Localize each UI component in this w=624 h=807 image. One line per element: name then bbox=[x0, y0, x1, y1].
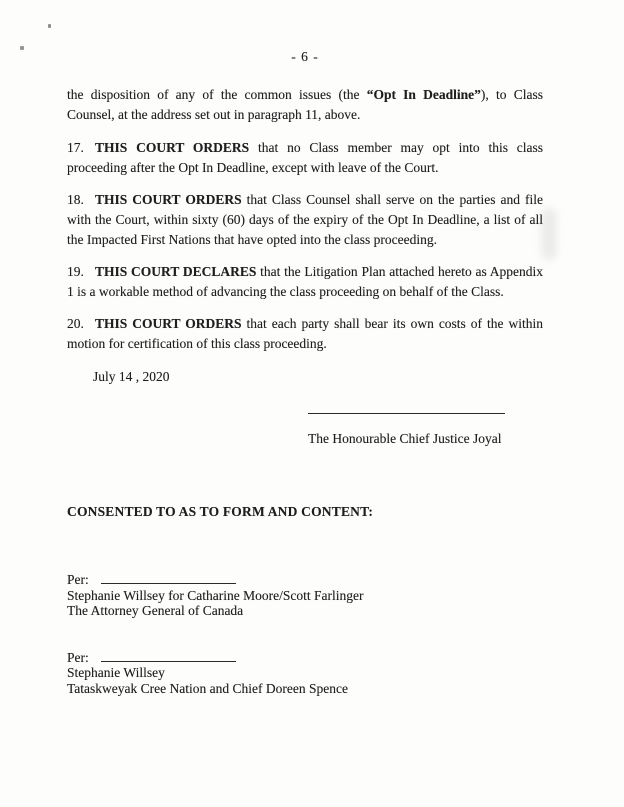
per-line bbox=[67, 572, 543, 588]
order-date: July 14 , 2020 bbox=[93, 369, 170, 384]
order-lead: THIS COURT DECLARES bbox=[95, 264, 257, 279]
paragraph-number: 20. bbox=[67, 316, 84, 331]
judge-name: The Honourable Chief Justice Joyal bbox=[308, 431, 502, 446]
scan-artifact-smudge bbox=[541, 208, 557, 260]
order-lead: THIS COURT ORDERS bbox=[95, 140, 250, 155]
intro-text-post: ), to Class Counsel, at the address set out in paragraph 11, above. bbox=[67, 87, 543, 122]
order-text: that the Litigation Plan attached hereto as Appendix 1 is a workable method of advancing the class proceeding on behalf of the Class. bbox=[67, 264, 543, 299]
signatory-organization: The Attorney General of Canada bbox=[67, 603, 244, 618]
signatory-name: Stephanie Willsey for Catharine Moore/Scott Farlinger bbox=[67, 587, 364, 603]
paragraph-number: 18. bbox=[67, 192, 84, 207]
per-line bbox=[67, 650, 543, 666]
signatory-organization: Tataskweyak Cree Nation and Chief Doreen Spence bbox=[67, 680, 348, 696]
per-label: Per: bbox=[67, 649, 89, 665]
signatory-name: Stephanie Willsey bbox=[67, 665, 165, 680]
paragraph-number: 19. bbox=[67, 264, 84, 279]
order-text: that no Class member may opt into this class proceeding after the Opt In Deadline, except with leave of the Court. bbox=[67, 140, 543, 175]
defined-term-opt-in-deadline: “Opt In Deadline” bbox=[366, 87, 481, 102]
signature-line bbox=[101, 572, 236, 584]
order-paragraph-18 bbox=[67, 190, 543, 250]
order-paragraph-20 bbox=[67, 314, 543, 354]
scan-artifact-speck bbox=[20, 46, 24, 50]
page-number: - 6 - bbox=[291, 49, 319, 64]
signature-line bbox=[101, 650, 236, 662]
document-content bbox=[67, 0, 543, 696]
consent-heading: CONSENTED TO AS TO FORM AND CONTENT: bbox=[67, 504, 374, 519]
order-paragraph-17 bbox=[67, 138, 543, 178]
per-label: Per: bbox=[67, 572, 89, 587]
scan-artifact-speck bbox=[48, 24, 51, 28]
judge-signature-block bbox=[308, 413, 505, 449]
intro-text-pre: the disposition of any of the common issues (the bbox=[67, 87, 367, 102]
order-paragraph-19 bbox=[67, 262, 543, 302]
order-lead: THIS COURT ORDERS bbox=[95, 192, 242, 207]
order-text: that each party shall bear its own costs of the within motion for certification of this class proceeding. bbox=[67, 316, 543, 351]
paragraph-number: 17. bbox=[67, 140, 84, 155]
signature-block-tataskweyak bbox=[67, 650, 543, 697]
order-lead: THIS COURT ORDERS bbox=[95, 316, 242, 331]
signature-block-canada bbox=[67, 572, 543, 619]
order-text: that Class Counsel shall serve on the parties and file with the Court, within sixty (60) days of the expiry of the Opt In Deadline, a list of all the Impacted First Nations that have opted into the class proceeding. bbox=[67, 192, 544, 247]
intro-paragraph bbox=[67, 85, 543, 125]
